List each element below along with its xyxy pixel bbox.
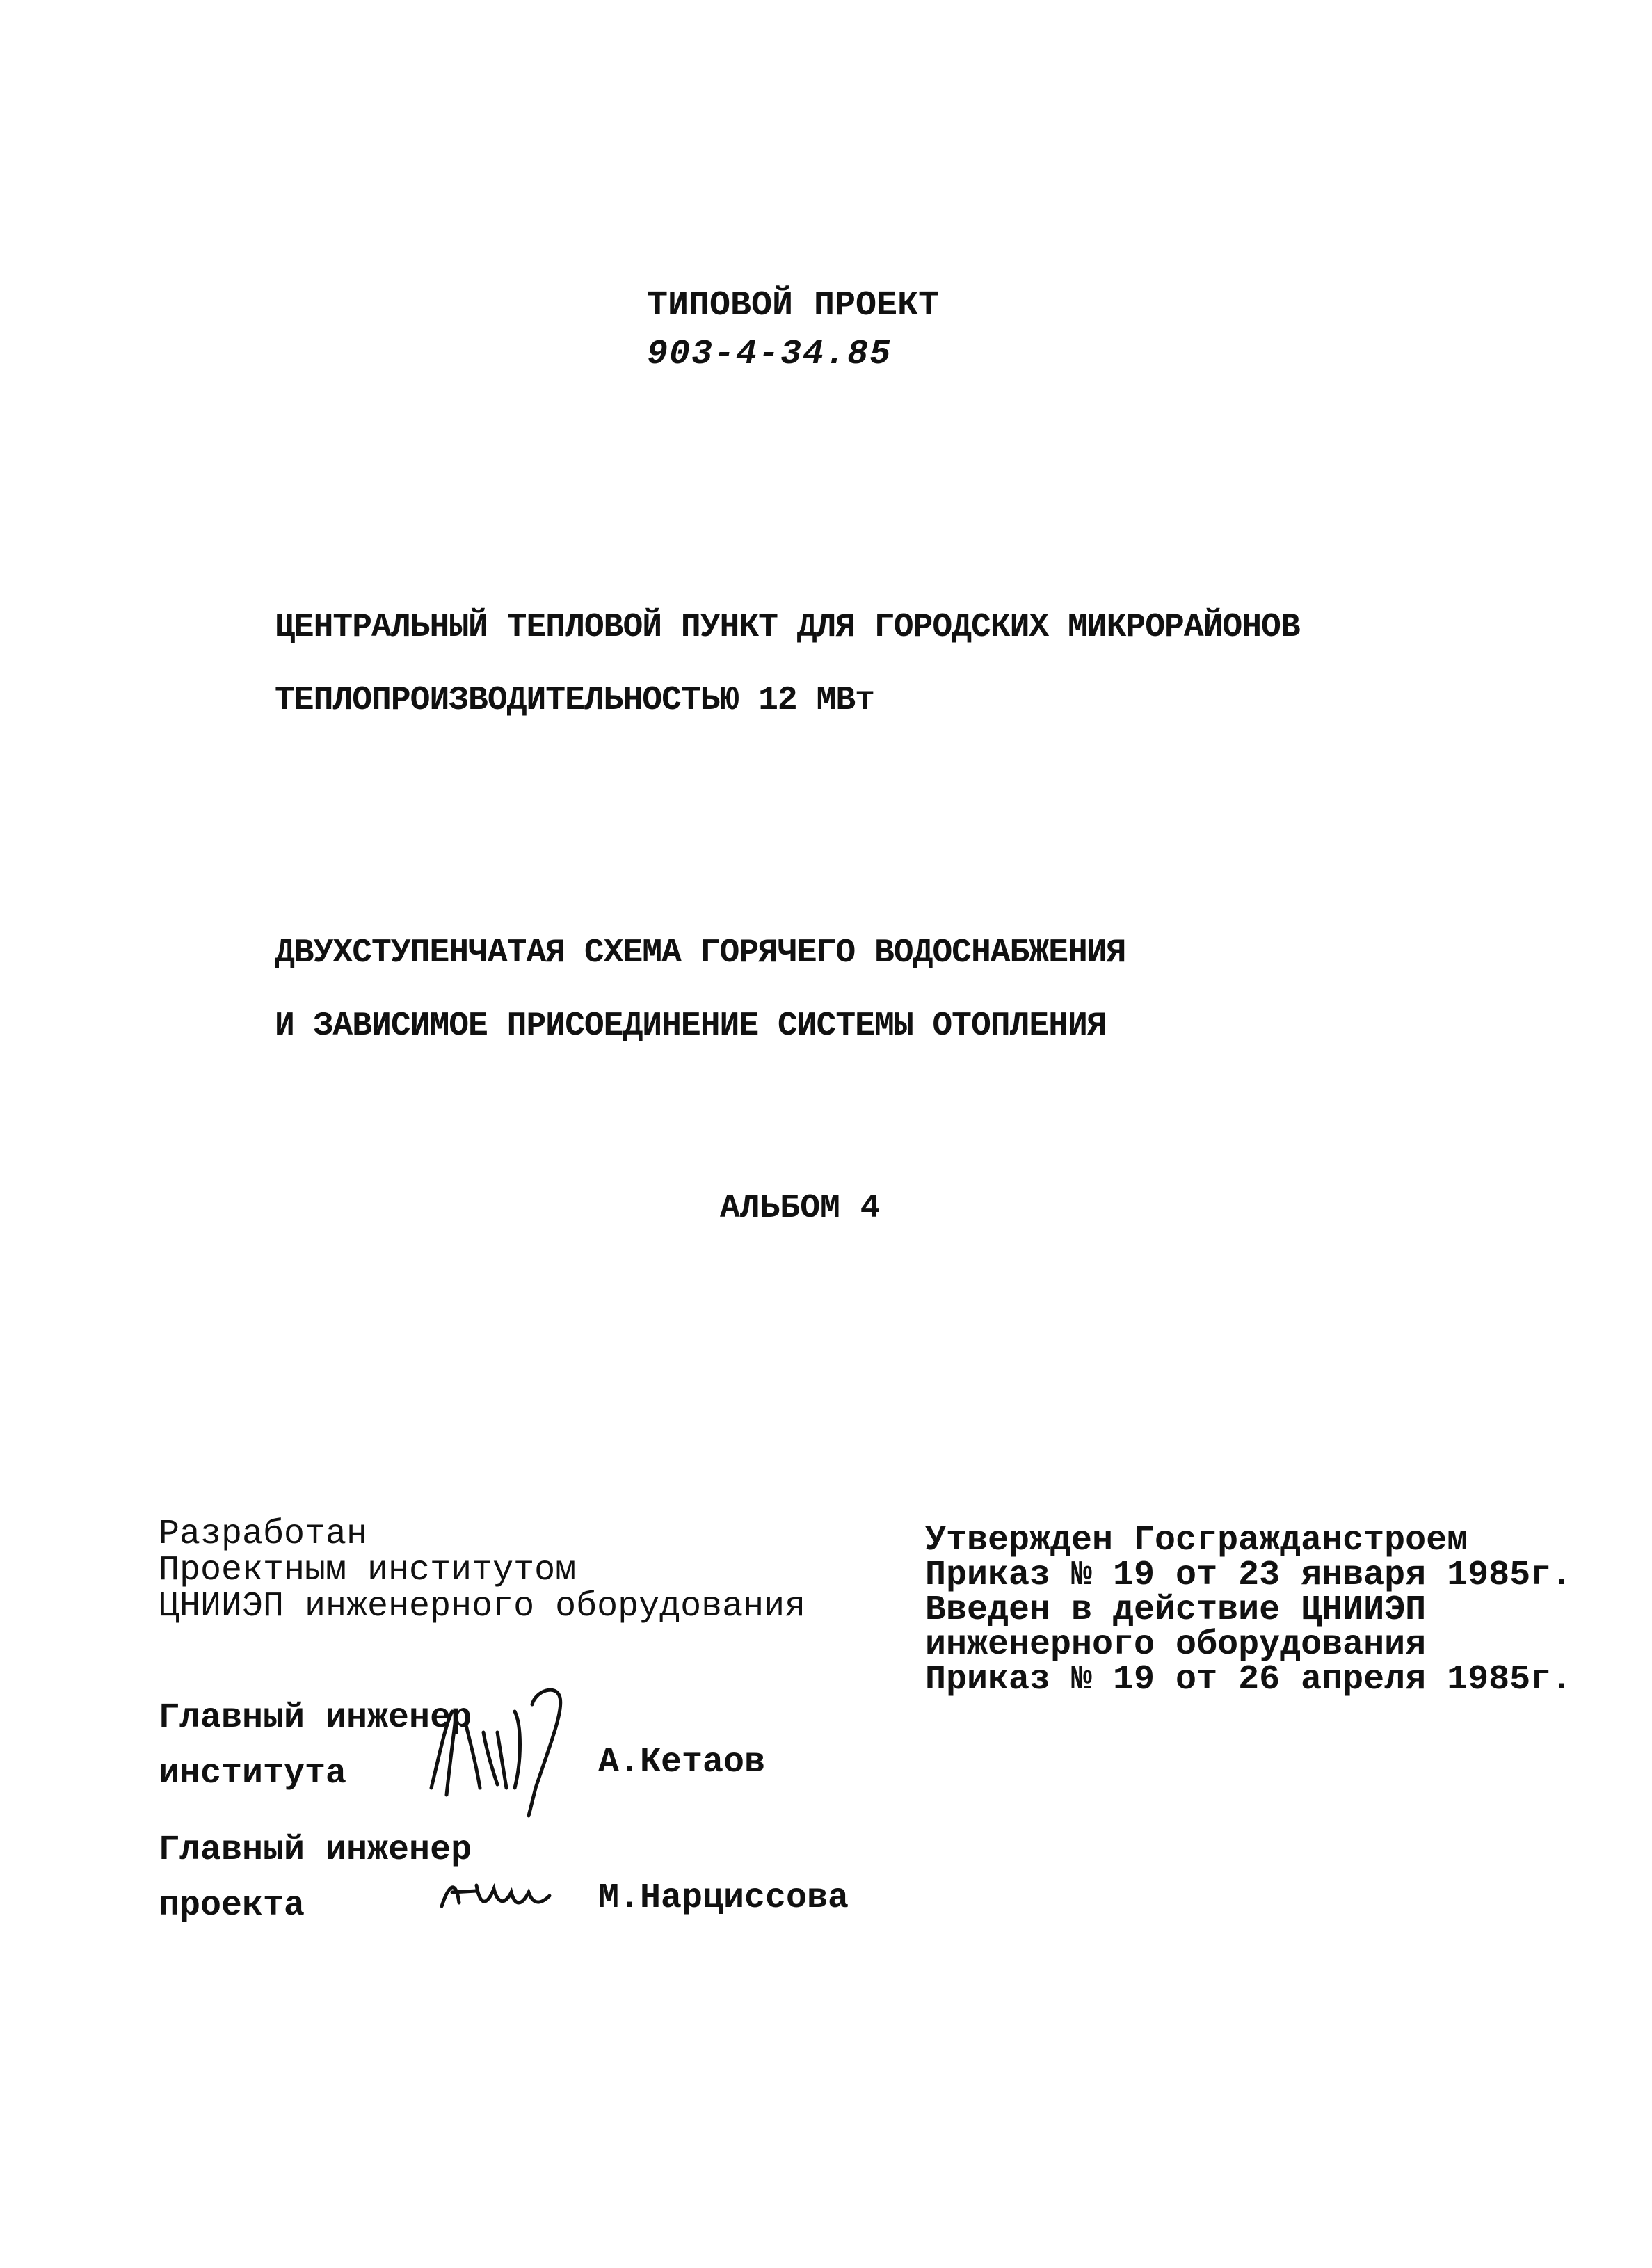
signatory-chief-engineer-project [159,1823,472,1934]
main-title-line-2: ТЕПЛОПРОИЗВОДИТЕЛЬНОСТЬЮ 12 МВт [275,682,874,719]
subtitle-line-1: ДВУХСТУПЕНЧАТАЯ СХЕМА ГОРЯЧЕГО ВОДОСНАБЖЕНИЯ [275,934,1126,972]
signatory-role-line-1: Главный инженер [159,1830,472,1870]
main-title [275,591,1300,737]
project-type-label: ТИПОВОЙ ПРОЕКТ [647,286,940,326]
subtitle [275,917,1125,1063]
approval-line-2: Приказ № 19 от 23 января 1985г. [925,1556,1573,1595]
developer-line-1: Разработан [159,1515,368,1554]
signatory-name-1: А.Кетаов [598,1743,766,1782]
approval-line-1: Утвержден Госгражданстроем [925,1521,1468,1560]
approval-line-5: Приказ № 19 от 26 апреля 1985г. [925,1660,1573,1700]
developer-line-2: Проектным институтом [159,1551,577,1590]
signature-1-drawing [417,1684,584,1823]
approval-line-3: Введен в действие ЦНИИЭП [925,1590,1427,1630]
developer-block [159,1517,805,1625]
signatory-role-line-1: Главный инженер [159,1698,472,1738]
signature-2-drawing [435,1864,560,1927]
project-number: 903-4-34.85 [647,335,892,374]
developer-line-3: ЦНИИЭП инженерного оборудования [159,1587,806,1627]
signatory-name-2: М.Нарциссова [598,1878,849,1918]
document-header [647,282,939,379]
main-title-line-1: ЦЕНТРАЛЬНЫЙ ТЕПЛОВОЙ ПУНКТ ДЛЯ ГОРОДСКИХ МИКРОРАЙОНОВ [275,609,1300,646]
signature-handwritten-2 [435,1864,560,1927]
signatory-role-line-2: института [159,1754,347,1794]
approval-line-4: инженерного оборудования [925,1625,1427,1665]
signatory-role-line-2: проекта [159,1886,305,1926]
approval-block [925,1521,1573,1700]
signature-handwritten-1 [417,1684,584,1823]
subtitle-line-2: И ЗАВИСИМОЕ ПРИСОЕДИНЕНИЕ СИСТЕМЫ ОТОПЛЕНИЯ [275,1007,1107,1045]
album-label: АЛЬБОМ 4 [720,1190,881,1227]
